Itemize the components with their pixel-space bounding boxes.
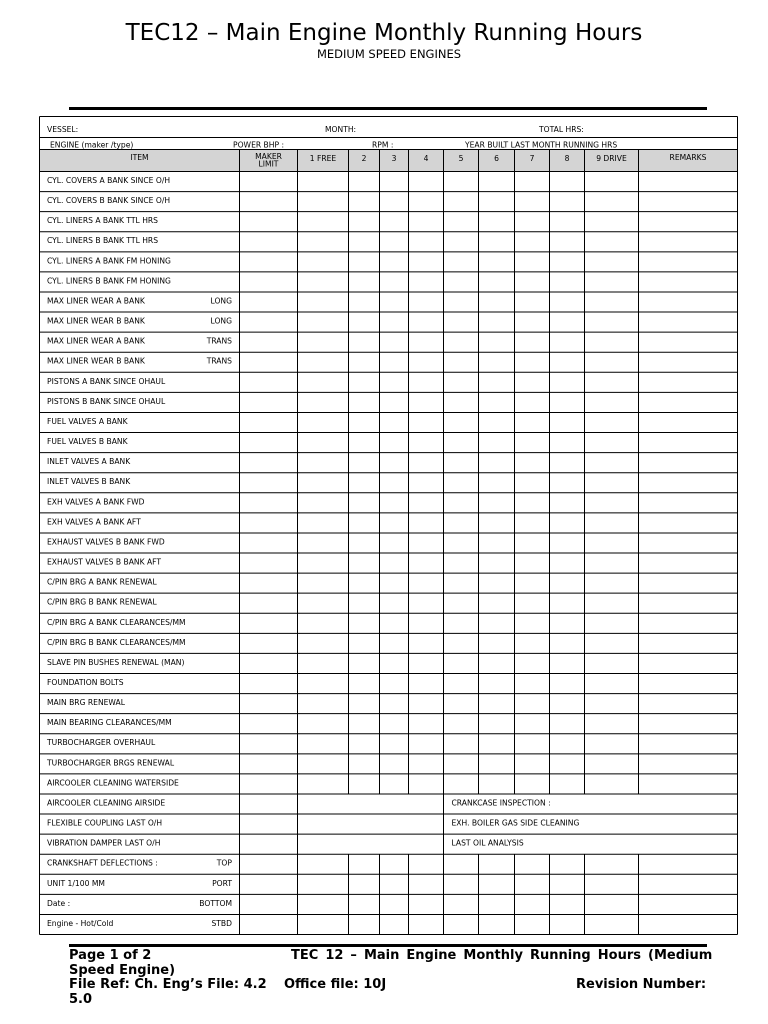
row-item-label: CYL. LINERS B BANK TTL HRS (47, 236, 159, 246)
row-item-label: CYL. COVERS A BANK SINCE O/H (47, 176, 171, 185)
row-item-label: TURBOCHARGER BRGS RENEWAL (47, 758, 175, 768)
row-item-qualifier: TRANS (206, 356, 232, 366)
footer-page-number: Page 1 of 2 (69, 948, 152, 963)
header-limit: LIMIT (258, 159, 279, 169)
header-remarks: REMARKS (669, 153, 707, 162)
header-cylinder-4: 4 (423, 154, 429, 163)
year-built-label: YEAR BUILT LAST MONTH RUNNING HRS (465, 140, 618, 150)
row-item-qualifier: TRANS (206, 336, 232, 346)
header-cylinder-7: 7 (529, 154, 535, 163)
row-item-label: MAX LINER WEAR A BANK (47, 296, 145, 306)
row-item-label: INLET VALVES A BANK (47, 457, 131, 467)
row-item-label: C/PIN BRG B BANK CLEARANCES/MM (47, 637, 186, 647)
row-item-label: FUEL VALVES A BANK (47, 416, 128, 426)
row-item-label: MAX LINER WEAR A BANK (47, 336, 145, 346)
row-item-label: Engine - Hot/Cold (47, 918, 114, 928)
row-item-label: CYL. LINERS A BANK TTL HRS (47, 216, 159, 226)
row-item-qualifier: LONG (210, 296, 232, 306)
footer-revision-label: Revision Number: (576, 977, 707, 992)
row-item-label: EXHAUST VALVES B BANK AFT (47, 557, 162, 567)
row-item-qualifier: PORT (212, 878, 232, 888)
row-item-label: VIBRATION DAMPER LAST O/H (47, 838, 161, 848)
row-item-label: AIRCOOLER CLEANING WATERSIDE (47, 778, 179, 788)
bottom-rule (69, 944, 707, 947)
footer-revision-number: 5.0 (69, 991, 93, 1007)
row-item-label: MAIN BRG RENEWAL (47, 698, 125, 708)
document-title: TEC12 – Main Engine Monthly Running Hours (125, 20, 643, 46)
row-item-label: UNIT 1/100 MM (47, 878, 105, 888)
header-maker: MAKER (255, 152, 282, 161)
row-item-label: INLET VALVES B BANK (47, 477, 131, 487)
row-item-qualifier: BOTTOM (199, 898, 232, 908)
row-merged-label: CRANKCASE INSPECTION : (451, 798, 551, 808)
row-merged-label: LAST OIL ANALYSIS (451, 838, 524, 848)
row-item-label: C/PIN BRG A BANK RENEWAL (47, 577, 157, 587)
row-merged-label: EXH. BOILER GAS SIDE CLEANING (451, 818, 580, 828)
row-item-qualifier: TOP (216, 858, 232, 868)
header-cylinder-1: 1 FREE (309, 154, 337, 163)
row-item-label: C/PIN BRG B BANK RENEWAL (47, 597, 157, 607)
row-item-label: SLAVE PIN BUSHES RENEWAL (MAN) (47, 657, 185, 667)
header-cylinder-3: 3 (391, 154, 397, 163)
top-rule (69, 107, 707, 110)
footer-document-title-continued: Speed Engine) (69, 962, 176, 978)
row-item-label: EXH VALVES A BANK FWD (47, 497, 145, 507)
vessel-label: VESSEL: (47, 125, 79, 134)
row-item-label: MAX LINER WEAR B BANK (47, 356, 145, 366)
row-item-label: TURBOCHARGER OVERHAUL (47, 738, 156, 748)
month-label: MONTH: (325, 125, 357, 134)
row-item-label: C/PIN BRG A BANK CLEARANCES/MM (47, 617, 186, 627)
running-hours-form (39, 116, 738, 936)
row-item-label: FOUNDATION BOLTS (47, 678, 124, 687)
footer-file-ref: File Ref: Ch. Eng’s File: 4.2 (69, 977, 267, 992)
row-item-label: FUEL VALVES B BANK (47, 437, 128, 447)
row-item-label: EXH VALVES A BANK AFT (47, 517, 141, 527)
row-item-label: AIRCOOLER CLEANING AIRSIDE (47, 798, 166, 808)
rpm-label: RPM : (372, 140, 394, 150)
row-item-label: MAX LINER WEAR B BANK (47, 316, 145, 326)
total-hrs-label: TOTAL HRS: (539, 125, 584, 134)
document-subtitle: MEDIUM SPEED ENGINES (316, 47, 462, 61)
power-bhp-label: POWER BHP : (233, 140, 285, 150)
row-item-label: CYL. LINERS B BANK FM HONING (47, 276, 171, 286)
row-item-label: MAIN BEARING CLEARANCES/MM (47, 718, 172, 728)
header-cylinder-8: 8 (564, 154, 570, 163)
header-cylinder-2: 2 (361, 154, 367, 163)
row-item-label: Date : (47, 898, 71, 908)
engine-maker-label: ENGINE (maker /type) (50, 140, 134, 150)
footer-document-title: TEC 12 – Main Engine Monthly Running Hours (Medium (291, 948, 713, 963)
header-cylinder-6: 6 (494, 154, 499, 163)
row-item-qualifier: LONG (210, 316, 232, 326)
header-item: ITEM (130, 153, 149, 162)
row-item-label: PISTONS A BANK SINCE OHAUL (47, 376, 166, 386)
row-item-label: CYL. LINERS A BANK FM HONING (47, 256, 171, 266)
row-item-label: FLEXIBLE COUPLING LAST O/H (47, 818, 163, 828)
row-item-label: PISTONS B BANK SINCE OHAUL (47, 396, 166, 406)
row-item-label: CRANKSHAFT DEFLECTIONS : (47, 858, 158, 868)
row-item-qualifier: STBD (211, 918, 232, 928)
header-cylinder-9: 9 DRIVE (596, 154, 627, 163)
row-item-label: CYL. COVERS B BANK SINCE O/H (47, 196, 171, 206)
header-cylinder-5: 5 (458, 154, 464, 163)
footer-office-file: Office file: 10J (284, 977, 387, 992)
row-item-label: EXHAUST VALVES B BANK FWD (47, 537, 165, 547)
